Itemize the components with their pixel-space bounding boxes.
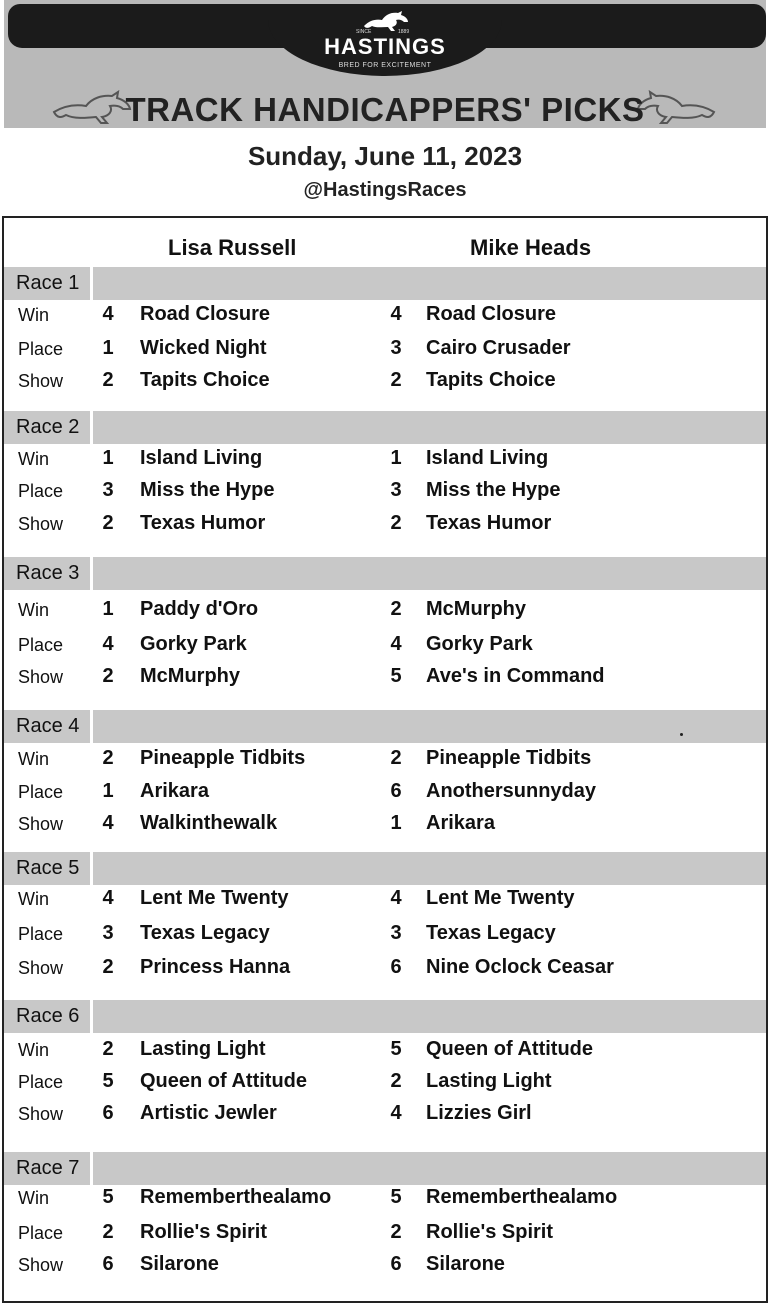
lisa-horse-name: Lent Me Twenty [140, 887, 289, 909]
race-label: Race 3 [16, 562, 80, 584]
logo-tagline: BRED FOR EXCITEMENT [338, 62, 432, 69]
finish-position: Win [18, 305, 49, 325]
mike-horse-name: McMurphy [426, 598, 526, 620]
mike-program-number: 2 [390, 747, 402, 769]
pick-row [4, 367, 766, 397]
finish-position: Place [18, 1223, 64, 1243]
lisa-horse-name: Queen of Attitude [140, 1070, 308, 1092]
pick-row [4, 445, 766, 475]
mike-horse-name: Road Closure [426, 303, 557, 325]
handicapper-a-header: Lisa Russell [168, 235, 297, 260]
lisa-program-number: 4 [102, 633, 114, 655]
pick-row [4, 1219, 766, 1249]
mike-program-number: 6 [390, 1253, 402, 1275]
lisa-horse-name: Miss the Hype [140, 479, 275, 501]
lisa-horse-name: Lasting Light [140, 1038, 266, 1060]
lisa-program-number: 6 [102, 1102, 114, 1124]
pick-row [4, 596, 766, 626]
finish-position: Show [18, 371, 64, 391]
mike-program-number: 2 [390, 598, 402, 620]
lisa-program-number: 5 [102, 1070, 114, 1092]
lisa-horse-name: Rememberthealamo [140, 1186, 332, 1208]
finish-position: Win [18, 600, 49, 620]
mike-program-number: 1 [390, 447, 402, 469]
pick-row [4, 810, 766, 840]
logo-wordmark: HASTINGS [324, 34, 446, 59]
pick-row [4, 1100, 766, 1130]
mike-horse-name: Arikara [426, 812, 495, 834]
lisa-horse-name: Walkinthewalk [140, 812, 278, 834]
finish-position: Win [18, 449, 49, 469]
finish-position: Show [18, 958, 64, 978]
finish-position: Place [18, 635, 64, 655]
lisa-horse-name: Paddy d'Oro [140, 598, 259, 620]
lisa-program-number: 2 [102, 665, 114, 687]
mike-horse-name: Texas Legacy [426, 922, 556, 944]
finish-position: Win [18, 1188, 49, 1208]
pick-row [4, 885, 766, 915]
mike-program-number: 4 [390, 303, 402, 325]
lisa-program-number: 2 [102, 1221, 114, 1243]
race-header-bar [4, 267, 766, 300]
race-header-bar [4, 1000, 766, 1033]
race-bar-divider [90, 557, 93, 590]
lisa-horse-name: Tapits Choice [140, 369, 270, 391]
mike-program-number: 5 [390, 1186, 402, 1208]
mike-horse-name: Gorky Park [426, 633, 533, 655]
mike-program-number: 2 [390, 512, 402, 534]
mike-horse-name: Silarone [426, 1253, 505, 1275]
race-bar-divider [90, 1000, 93, 1033]
lisa-horse-name: McMurphy [140, 665, 240, 687]
lisa-program-number: 4 [102, 303, 114, 325]
mike-program-number: 6 [390, 780, 402, 802]
mike-program-number: 2 [390, 1070, 402, 1092]
mike-program-number: 6 [390, 956, 402, 978]
lisa-horse-name: Wicked Night [140, 337, 267, 359]
lisa-horse-name: Arikara [140, 780, 209, 802]
finish-position: Place [18, 924, 64, 944]
lisa-horse-name: Pineapple Tidbits [140, 747, 306, 769]
lisa-program-number: 1 [102, 780, 114, 802]
pick-row [4, 920, 766, 950]
mike-horse-name: Tapits Choice [426, 369, 556, 391]
mike-horse-name: Cairo Crusader [426, 337, 571, 359]
lisa-horse-name: Silarone [140, 1253, 219, 1275]
lisa-program-number: 1 [102, 337, 114, 359]
pick-row [4, 1068, 766, 1098]
mike-program-number: 4 [390, 887, 402, 909]
finish-position: Show [18, 1255, 64, 1275]
mike-horse-name: Rememberthealamo [426, 1186, 618, 1208]
race-label: Race 6 [16, 1005, 80, 1027]
lisa-program-number: 4 [102, 812, 114, 834]
mike-program-number: 5 [390, 1038, 402, 1060]
mike-horse-name: Ave's in Command [426, 665, 605, 687]
pick-row [4, 301, 766, 331]
pick-row [4, 631, 766, 661]
finish-position: Win [18, 749, 49, 769]
stray-dot [680, 733, 683, 736]
mike-horse-name: Nine Oclock Ceasar [426, 956, 614, 978]
page-title: TRACK HANDICAPPERS' PICKS [125, 91, 645, 128]
mike-program-number: 4 [390, 1102, 402, 1124]
race-bar-divider [90, 267, 93, 300]
lisa-horse-name: Gorky Park [140, 633, 247, 655]
mike-program-number: 3 [390, 479, 402, 501]
pick-row [4, 510, 766, 540]
race-label: Race 5 [16, 857, 80, 879]
race-label: Race 4 [16, 715, 80, 737]
finish-position: Show [18, 667, 64, 687]
race-header-bar [4, 852, 766, 885]
finish-position: Place [18, 782, 64, 802]
lisa-horse-name: Princess Hanna [140, 956, 291, 978]
lisa-horse-name: Texas Humor [140, 512, 266, 534]
lisa-program-number: 1 [102, 598, 114, 620]
pick-row [4, 745, 766, 775]
pick-row [4, 477, 766, 507]
finish-position: Win [18, 1040, 49, 1060]
lisa-program-number: 2 [102, 956, 114, 978]
race-label: Race 1 [16, 272, 80, 294]
lisa-program-number: 1 [102, 447, 114, 469]
lisa-horse-name: Road Closure [140, 303, 271, 325]
lisa-horse-name: Island Living [140, 447, 263, 469]
finish-position: Show [18, 814, 64, 834]
lisa-program-number: 3 [102, 479, 114, 501]
pick-row [4, 1184, 766, 1214]
race-bar-divider [90, 411, 93, 444]
lisa-program-number: 5 [102, 1186, 114, 1208]
social-handle: @HastingsRaces [303, 179, 467, 201]
finish-position: Show [18, 1104, 64, 1124]
lisa-horse-name: Rollie's Spirit [140, 1221, 268, 1243]
finish-position: Place [18, 481, 64, 501]
lisa-program-number: 2 [102, 369, 114, 391]
finish-position: Win [18, 889, 49, 909]
lisa-program-number: 4 [102, 887, 114, 909]
mike-horse-name: Lasting Light [426, 1070, 552, 1092]
race-bar-divider [90, 852, 93, 885]
pick-row [4, 954, 766, 984]
race-header-bar [4, 710, 766, 743]
lisa-program-number: 2 [102, 512, 114, 534]
mike-program-number: 4 [390, 633, 402, 655]
race-header-bar [4, 557, 766, 590]
mike-horse-name: Texas Humor [426, 512, 552, 534]
lisa-program-number: 2 [102, 747, 114, 769]
mike-program-number: 3 [390, 337, 402, 359]
lisa-program-number: 2 [102, 1038, 114, 1060]
finish-position: Place [18, 339, 64, 359]
mike-horse-name: Anothersunnyday [426, 780, 597, 802]
picks-table [2, 216, 768, 1303]
race-date: Sunday, June 11, 2023 [247, 141, 523, 171]
race-label: Race 2 [16, 416, 80, 438]
lisa-program-number: 3 [102, 922, 114, 944]
handicapper-b-header: Mike Heads [470, 235, 592, 260]
mike-horse-name: Lent Me Twenty [426, 887, 575, 909]
mike-horse-name: Lizzies Girl [426, 1102, 532, 1124]
mike-program-number: 2 [390, 1221, 402, 1243]
lisa-program-number: 6 [102, 1253, 114, 1275]
logo-year: 1889 [398, 29, 410, 35]
pick-row [4, 663, 766, 693]
pick-row [4, 1251, 766, 1281]
mike-horse-name: Rollie's Spirit [426, 1221, 554, 1243]
mike-horse-name: Pineapple Tidbits [426, 747, 592, 769]
finish-position: Show [18, 514, 64, 534]
mike-program-number: 3 [390, 922, 402, 944]
mike-horse-name: Queen of Attitude [426, 1038, 594, 1060]
race-bar-divider [90, 710, 93, 743]
lisa-horse-name: Texas Legacy [140, 922, 270, 944]
race-header-bar [4, 1152, 766, 1185]
pick-row [4, 778, 766, 808]
race-header-bar [4, 411, 766, 444]
race-label: Race 7 [16, 1157, 80, 1179]
mike-program-number: 1 [390, 812, 402, 834]
mike-program-number: 5 [390, 665, 402, 687]
mike-horse-name: Island Living [426, 447, 549, 469]
logo-since: SINCE [356, 29, 372, 35]
pick-row [4, 335, 766, 365]
pick-row [4, 1036, 766, 1066]
finish-position: Place [18, 1072, 64, 1092]
mike-program-number: 2 [390, 369, 402, 391]
lisa-horse-name: Artistic Jewler [140, 1102, 277, 1124]
mike-horse-name: Miss the Hype [426, 479, 561, 501]
race-bar-divider [90, 1152, 93, 1185]
